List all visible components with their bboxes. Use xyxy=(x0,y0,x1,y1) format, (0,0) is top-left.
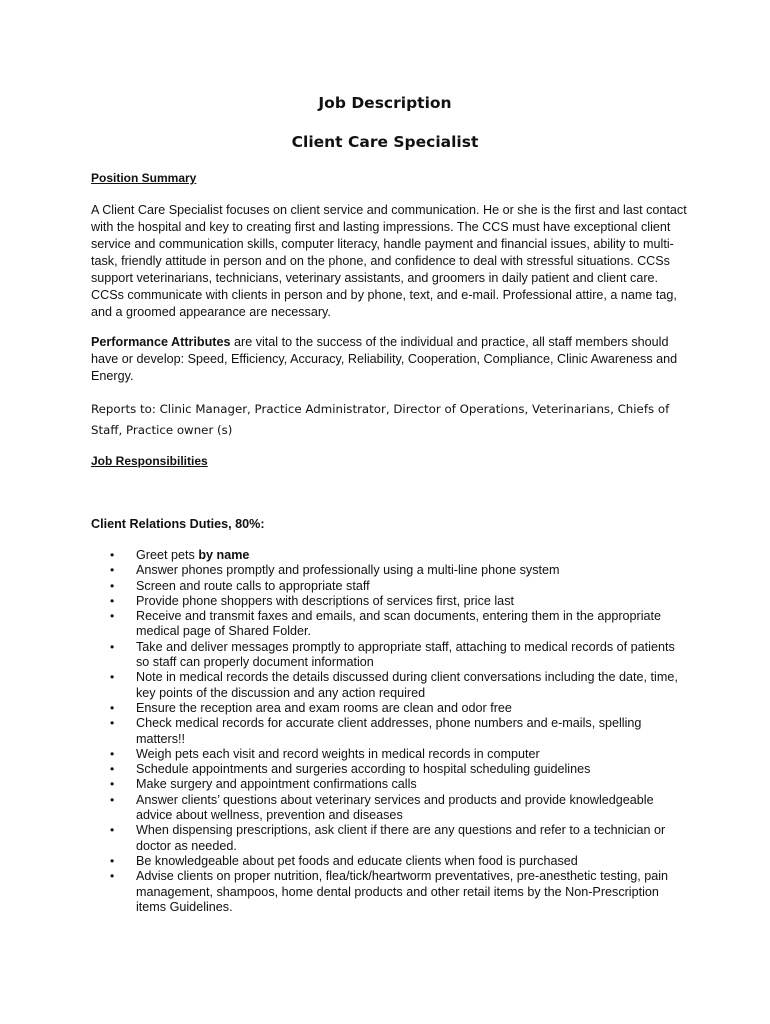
list-item-text: Answer clients’ questions about veterinary services and products and provide knowledgeable advice about wellness, prevention and diseases xyxy=(136,792,654,823)
list-item-text: Take and deliver messages promptly to appropriate staff, attaching to medical records of patients so staff can properly document information xyxy=(136,639,675,670)
bullet-icon: • xyxy=(110,762,115,777)
list-item-text: Note in medical records the details discussed during client conversations including the date, time, key points of the discussion and any action required xyxy=(136,670,678,700)
list-item-text: Greet pets xyxy=(136,548,199,562)
list-item xyxy=(110,670,685,701)
list-item xyxy=(110,701,685,716)
page-subtitle: Client Care Specialist xyxy=(291,133,479,151)
list-item xyxy=(110,640,685,671)
list-item xyxy=(110,579,685,594)
list-item-text: Provide phone shoppers with descriptions of services first, price last xyxy=(136,593,514,608)
job-responsibilities-heading: Job Responsibilities xyxy=(91,454,208,468)
position-summary-heading: Position Summary xyxy=(91,171,197,185)
position-summary-text: A Client Care Specialist focuses on client service and communication. He or she is the first and last contact with the hospital and key to creating first and lasting impressions. The CCS must have exceptional client service and communication skills, computer literacy, handle payment and financial issues, ability to multi-task, friendly attitude in person and on the phone, and confidence to deal with stressful situations. CCSs support veterinarians, technicians, veterinary assistants, and groomers in daily patient and client care. CCSs communicate with clients in person and by phone, text, and e-mail. Professional attire, a name tag, and a groomed appearance are necessary. xyxy=(91,203,687,319)
list-item-text: Make surgery and appointment confirmations calls xyxy=(136,777,417,792)
list-item-text: When dispensing prescriptions, ask client if there are any questions and refer to a technician or doctor as needed. xyxy=(136,823,666,853)
list-item xyxy=(110,823,685,854)
list-item xyxy=(110,747,685,762)
list-item xyxy=(110,854,685,869)
list-item-text: Schedule appointments and surgeries according to hospital scheduling guidelines xyxy=(136,762,591,777)
bullet-icon: • xyxy=(110,716,115,731)
reports-to-text: Reports to: Clinic Manager, Practice Administrator, Director of Operations, Veterinarians, Chiefs of Staff, Practice owner (s) xyxy=(91,402,670,437)
bullet-icon: • xyxy=(110,578,115,593)
bullet-icon: • xyxy=(110,548,115,562)
bullet-icon: • xyxy=(110,869,115,884)
list-item xyxy=(110,609,685,640)
performance-attributes-text: are vital to the success of the individual and practice, all staff members should have or develop: Speed, Efficiency, Accuracy, Reliability, Cooperation, Compliance, Clinic Awareness and Energy. xyxy=(91,335,678,383)
performance-attributes-label: Performance Attributes xyxy=(91,335,231,349)
list-item-text: Check medical records for accurate client addresses, phone numbers and e-mails, spelling matters!! xyxy=(136,716,642,746)
bullet-icon: • xyxy=(110,746,115,761)
bullet-icon: • xyxy=(110,563,115,578)
list-item-text: Receive and transmit faxes and emails, and scan documents, entering them in the appropriate medical page of Shared Folder. xyxy=(136,609,662,639)
list-item xyxy=(110,548,685,563)
list-item xyxy=(110,563,685,578)
list-item xyxy=(110,762,685,777)
list-item-text: Be knowledgeable about pet foods and educate clients when food is purchased xyxy=(136,853,578,868)
client-relations-heading: Client Relations Duties, 80%: xyxy=(91,517,265,531)
list-item xyxy=(110,777,685,792)
bullet-icon: • xyxy=(110,792,115,807)
list-item-emphasis: by name xyxy=(198,548,250,562)
list-item xyxy=(110,594,685,609)
list-item xyxy=(110,793,685,824)
page-title: Job Description xyxy=(318,94,452,112)
bullet-icon: • xyxy=(110,823,115,838)
bullet-icon: • xyxy=(110,853,115,868)
bullet-icon: • xyxy=(110,593,115,608)
bullet-icon: • xyxy=(110,670,115,685)
list-item-text: Advise clients on proper nutrition, flea/tick/heartworm preventatives, pre-anesthetic testing, pain management, shampoos, home dental products and other retail items by the Non-Prescription items Guidelines. xyxy=(136,869,669,914)
bullet-icon: • xyxy=(110,777,115,792)
bullet-icon: • xyxy=(110,609,115,624)
list-item-text: Screen and route calls to appropriate staff xyxy=(136,578,370,593)
list-item xyxy=(110,716,685,747)
list-item-text: Ensure the reception area and exam rooms are clean and odor free xyxy=(136,700,512,715)
bullet-icon: • xyxy=(110,700,115,715)
performance-attributes-paragraph xyxy=(91,334,691,385)
list-item-text: Answer phones promptly and professionally using a multi-line phone system xyxy=(136,563,560,578)
list-item xyxy=(110,869,685,915)
list-item-text: Weigh pets each visit and record weights in medical records in computer xyxy=(136,746,540,761)
client-relations-duties-list xyxy=(110,548,685,915)
bullet-icon: • xyxy=(110,639,115,654)
